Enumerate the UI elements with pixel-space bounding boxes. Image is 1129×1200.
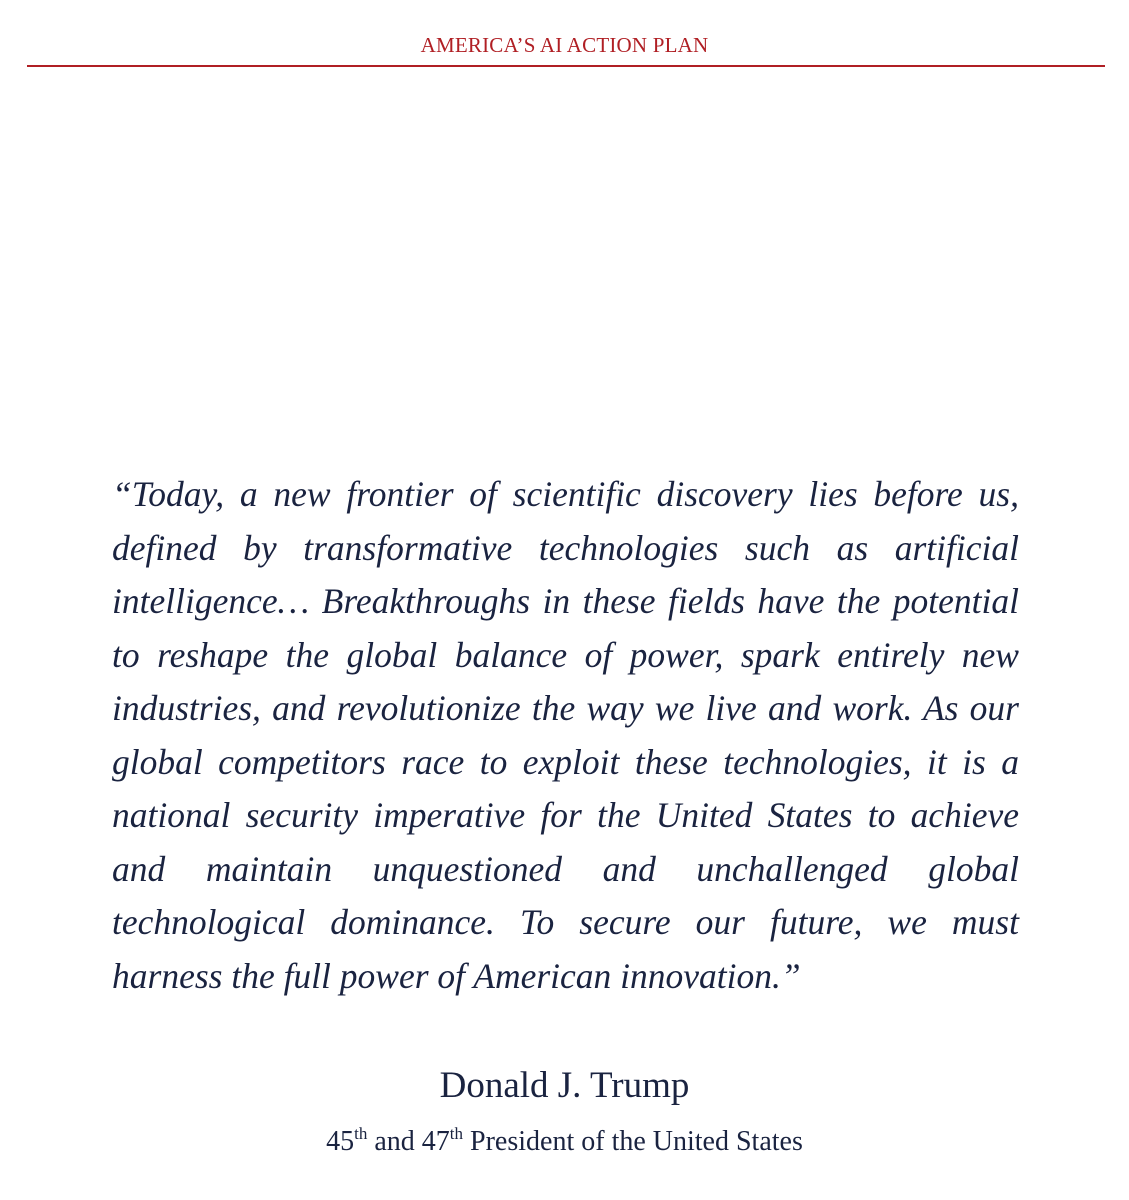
title-role: President of the United States	[463, 1126, 803, 1157]
header-divider	[27, 65, 1105, 67]
ordinal-second-suffix: th	[449, 1124, 464, 1143]
ordinal-first-suffix: th	[354, 1124, 368, 1143]
ordinal-second: 47	[421, 1126, 450, 1157]
quote-author-title	[0, 1122, 1129, 1162]
quote-text: “Today, a new frontier of scientific discovery lies before us, defined by transformative technologies such as artificial intelligence… Breakthroughs in these fields have the potential to reshape the global balance of power, spark entirely new industries, and revolutionize the way we live and work. As our global competitors race to exploit these technologies, it is a national security imperative for the United States to achieve and maintain unquestioned and unchallenged global technological dominance. To secure our future, we must harness the full power of American innovation.”	[112, 474, 1019, 996]
document-header: AMERICA’S AI ACTION PLAN	[420, 33, 709, 57]
ordinal-first: 45	[326, 1126, 355, 1157]
title-conjunction: and	[367, 1126, 422, 1157]
quote-author-name: Donald J. Trump	[439, 1065, 690, 1106]
